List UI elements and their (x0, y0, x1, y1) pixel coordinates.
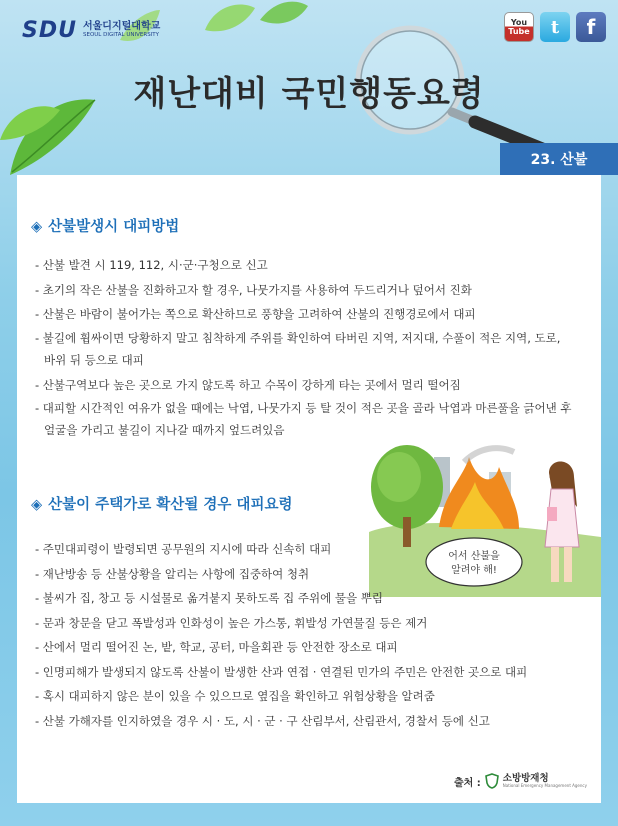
content-card (17, 175, 601, 803)
list-item: - 주민대피령이 발령되면 공무원의 지시에 따라 신속히 대피 (35, 542, 332, 556)
source-org-name: 소방방재청 (502, 772, 549, 784)
list-item: - 불길에 휩싸이면 당황하지 말고 침착하게 주위를 확인하여 타버린 지역, 저지대, 수풀이 적은 지역, 도로, 바위 뒤 등으로 대피 (35, 330, 561, 367)
youtube-bottom-text: Tube (508, 27, 530, 36)
source-org (503, 774, 587, 788)
list-item: - 불씨가 집, 창고 등 시설물로 옮겨붙지 못하도록 집 주위에 물을 뿌림 (35, 591, 383, 605)
list-item: - 초기의 작은 산불을 진화하고자 할 경우, 나뭇가지를 사용하여 두드리거나 덮어서 진화 (35, 282, 472, 297)
section-title-residential (31, 493, 292, 514)
sdu-logo[interactable] (22, 18, 160, 43)
list-item: - 혹시 대피하지 않은 분이 있을 수 있으므로 옆집을 확인하고 위험상황을 알려줌 (35, 689, 435, 703)
list-item: - 산불구역보다 높은 곳으로 가지 않도록 하고 수목이 강하게 타는 곳에서 멀리 떨어짐 (35, 377, 461, 392)
list-item: - 인명피해가 발생되지 않도록 산불이 발생한 산과 연접 · 연결된 민가의 주민은 안전한 곳으로 대피 (35, 664, 528, 679)
diamond-icon: ◈ (31, 497, 43, 513)
diamond-icon: ◈ (31, 219, 43, 235)
source-org-english: National Emergency Management Agency (502, 782, 587, 788)
speech-line-1: 어서 산불을 (448, 551, 500, 562)
list-item: - 산불은 바람이 불어가는 쪽으로 확산하므로 풍향을 고려하여 산불의 진행경로에서 대피 (35, 307, 476, 321)
list-item: - 산불 가해자를 인지하였을 경우 시 · 도, 시 · 군 · 구 산림부서, 산림관서, 경찰서 등에 신고 (35, 713, 490, 728)
header (0, 0, 618, 175)
top-leaves-icon (200, 0, 310, 40)
section2-list (35, 537, 590, 733)
list-item: - 문과 창문을 닫고 폭발성과 인화성이 높은 가스통, 휘발성 가연물질 등은 제거 (35, 615, 428, 630)
section-title-evacuation (31, 215, 179, 236)
page-title: 재난대비 국민행동요령 (133, 74, 485, 114)
section2-title-text: 산불이 주택가로 확산될 경우 대피요령 (48, 497, 293, 513)
logo-korean: 서울디지털대학교 (82, 21, 161, 33)
shield-icon (485, 773, 499, 789)
section1-title-text: 산불발생시 대피방법 (48, 219, 180, 235)
list-item: - 대피할 시간적인 여유가 없을 때에는 낙엽, 나뭇가지 등 탈 것이 적은 곳을 골라 낙엽과 마른풀을 긁어낸 후 얼굴을 가리고 불길이 지나갈 때까지 엎드려있음 (35, 401, 572, 437)
list-item: - 산불 발견 시 119, 112, 시·군·구청으로 신고 (35, 258, 268, 272)
youtube-top-text: You (510, 18, 528, 27)
logo-english: SEOUL DIGITAL UNIVERSITY (82, 31, 160, 38)
list-item: - 재난방송 등 산불상황을 알리는 사항에 집중하여 청취 (35, 566, 310, 581)
source-credit (454, 773, 587, 789)
section1-list (35, 253, 575, 443)
logo-mark: SDU (22, 18, 77, 43)
speech-line-2: 알려야 해! (451, 565, 497, 576)
source-label: 출처 : (453, 777, 481, 789)
list-item: - 산에서 멀리 떨어진 논, 밭, 학교, 공터, 마을회관 등 안전한 장소로 대피 (35, 640, 398, 654)
logo-text (83, 22, 160, 38)
topic-tag: 23. 산불 (500, 143, 618, 175)
twitter-icon[interactable]: t (540, 12, 570, 42)
facebook-icon[interactable]: f (576, 12, 606, 42)
